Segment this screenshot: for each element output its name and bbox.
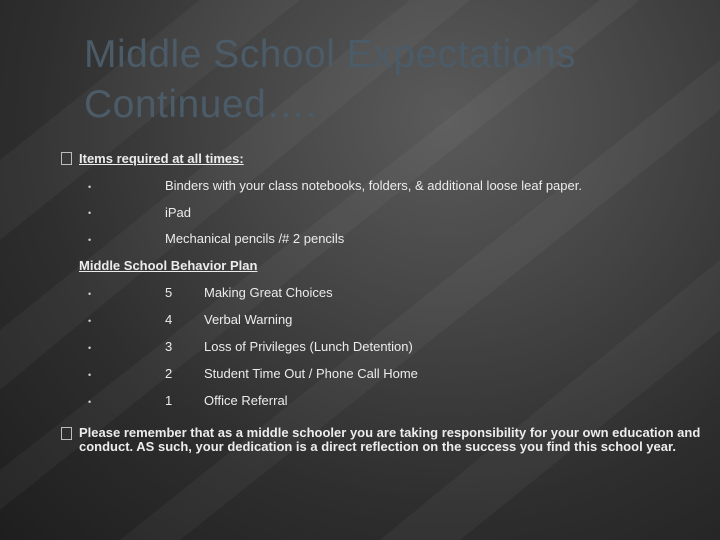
closing-paragraph: Please remember that as a middle schooler you are taking responsibility for your own education and conduct. AS such, your dedication is a direct reflection on the success you find this school year.	[79, 425, 701, 454]
bullet-icon: •	[88, 235, 92, 245]
item-binders: Binders with your class notebooks, folders, & additional loose leaf paper.	[165, 178, 582, 193]
plan-level: 5	[165, 285, 173, 300]
plan-label: Making Great Choices	[204, 285, 333, 300]
plan-level: 2	[165, 366, 173, 381]
plan-level: 3	[165, 339, 173, 354]
slide-title: Middle School Expectations Continued….	[84, 33, 577, 126]
square-bullet-icon	[61, 427, 72, 440]
bullet-icon: •	[88, 370, 92, 380]
bullet-icon: •	[88, 289, 92, 299]
item-ipad: iPad	[165, 205, 192, 220]
bullet-icon: •	[88, 397, 92, 407]
plan-label: Loss of Privileges (Lunch Detention)	[204, 339, 413, 354]
square-bullet-icon	[61, 152, 72, 165]
plan-level: 4	[165, 312, 173, 327]
plan-label: Student Time Out / Phone Call Home	[204, 366, 418, 381]
behavior-plan-heading: Middle School Behavior Plan	[79, 258, 258, 273]
bullet-icon: •	[88, 316, 92, 326]
items-heading: Items required at all times:	[79, 151, 244, 166]
bullet-icon: •	[88, 182, 92, 192]
bullet-icon: •	[88, 343, 92, 353]
plan-level: 1	[165, 393, 173, 408]
plan-label: Office Referral	[204, 393, 288, 408]
plan-label: Verbal Warning	[204, 312, 293, 327]
item-pencils: Mechanical pencils /# 2 pencils	[165, 231, 345, 246]
bullet-icon: •	[88, 208, 92, 218]
